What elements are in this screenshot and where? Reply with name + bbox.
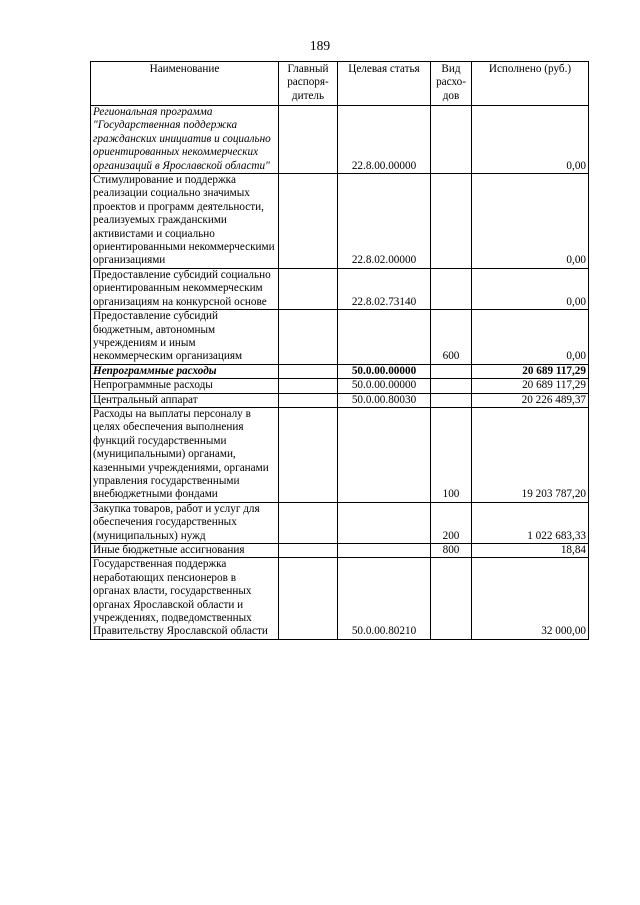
row-amount-cell: 19 203 787,20 [472, 407, 589, 502]
row-article-cell: 50.0.00.00000 [338, 364, 431, 378]
row-article-cell: 22.8.02.00000 [338, 174, 431, 269]
row-admin-cell [279, 364, 338, 378]
row-amount-cell: 20 689 117,29 [472, 379, 589, 393]
row-admin-cell [279, 407, 338, 502]
row-article-cell: 50.0.00.00000 [338, 379, 431, 393]
row-amount-cell: 32 000,00 [472, 558, 589, 639]
header-done: Исполнено (руб.) [472, 62, 589, 106]
row-amount-cell: 18,84 [472, 544, 589, 558]
table-row [91, 310, 589, 365]
row-name-cell: Расходы на выплаты персоналу в целях обеспечения выполнения функций государственными (муниципальными) органами, казенными учреждениями, органами управления государственными внебюджетными фондами [91, 407, 279, 502]
page-number: 189 [309, 38, 331, 53]
row-admin-cell [279, 174, 338, 269]
row-type-cell [431, 268, 472, 309]
row-type-cell [431, 558, 472, 639]
table-row [91, 364, 589, 378]
row-article-cell [338, 502, 431, 543]
table-row [91, 379, 589, 393]
budget-table [90, 61, 589, 640]
row-admin-cell [279, 379, 338, 393]
header-name: Наименование [91, 62, 279, 106]
row-article-cell [338, 544, 431, 558]
table-body [91, 106, 589, 640]
row-name-cell: Предоставление субсидий социально ориентированным некоммерческим организациям на конкурсной основе [91, 268, 279, 309]
row-article-cell [338, 407, 431, 502]
row-name-cell: Государственная поддержка неработающих пенсионеров в органах власти, государственных органах Ярославской области и учреждениях, подведомственных Правительству Ярославской области [91, 558, 279, 639]
row-article-cell: 50.0.00.80030 [338, 393, 431, 407]
header-article: Целевая статья [338, 62, 431, 106]
table-row [91, 544, 589, 558]
row-admin-cell [279, 544, 338, 558]
row-amount-cell: 0,00 [472, 268, 589, 309]
row-name-cell: Центральный аппарат [91, 393, 279, 407]
table-row [91, 502, 589, 543]
row-admin-cell [279, 393, 338, 407]
row-type-cell [431, 106, 472, 174]
row-amount-cell: 0,00 [472, 106, 589, 174]
row-article-cell: 50.0.00.80210 [338, 558, 431, 639]
table-header-row [91, 62, 589, 106]
row-amount-cell: 0,00 [472, 174, 589, 269]
table-row [91, 106, 589, 174]
header-type: Вид расхо-дов [431, 62, 472, 106]
row-type-cell: 800 [431, 544, 472, 558]
row-name-cell: Стимулирование и поддержка реализации социально значимых проектов и программ деятельности, реализуемых гражданскими активистами и социально ориентированными некоммерческими организациями [91, 174, 279, 269]
row-type-cell: 100 [431, 407, 472, 502]
row-amount-cell: 0,00 [472, 310, 589, 365]
row-type-cell: 200 [431, 502, 472, 543]
row-article-cell: 22.8.00.00000 [338, 106, 431, 174]
table-row [91, 268, 589, 309]
table-row [91, 558, 589, 639]
row-admin-cell [279, 268, 338, 309]
row-admin-cell [279, 106, 338, 174]
row-name-cell: Региональная программа "Государственная поддержка гражданских инициатив и социально ориентированных некоммерческих организаций в Ярославской области" [91, 106, 279, 174]
row-article-cell: 22.8.02.73140 [338, 268, 431, 309]
row-admin-cell [279, 310, 338, 365]
row-type-cell [431, 379, 472, 393]
row-name-cell: Иные бюджетные ассигнования [91, 544, 279, 558]
table-row [91, 407, 589, 502]
row-article-cell [338, 310, 431, 365]
row-type-cell [431, 174, 472, 269]
row-admin-cell [279, 502, 338, 543]
header-admin: Главный распоря-дитель [279, 62, 338, 106]
row-type-cell [431, 393, 472, 407]
table-row [91, 393, 589, 407]
row-admin-cell [279, 558, 338, 639]
row-name-cell: Предоставление субсидий бюджетным, автономным учреждениям и иным некоммерческим организациям [91, 310, 279, 365]
row-name-cell: Непрограммные расходы [91, 364, 279, 378]
row-name-cell: Непрограммные расходы [91, 379, 279, 393]
row-amount-cell: 1 022 683,33 [472, 502, 589, 543]
row-name-cell: Закупка товаров, работ и услуг для обеспечения государственных (муниципальных) нужд [91, 502, 279, 543]
row-amount-cell: 20 226 489,37 [472, 393, 589, 407]
table-row [91, 174, 589, 269]
row-type-cell [431, 364, 472, 378]
row-type-cell: 600 [431, 310, 472, 365]
row-amount-cell: 20 689 117,29 [472, 364, 589, 378]
